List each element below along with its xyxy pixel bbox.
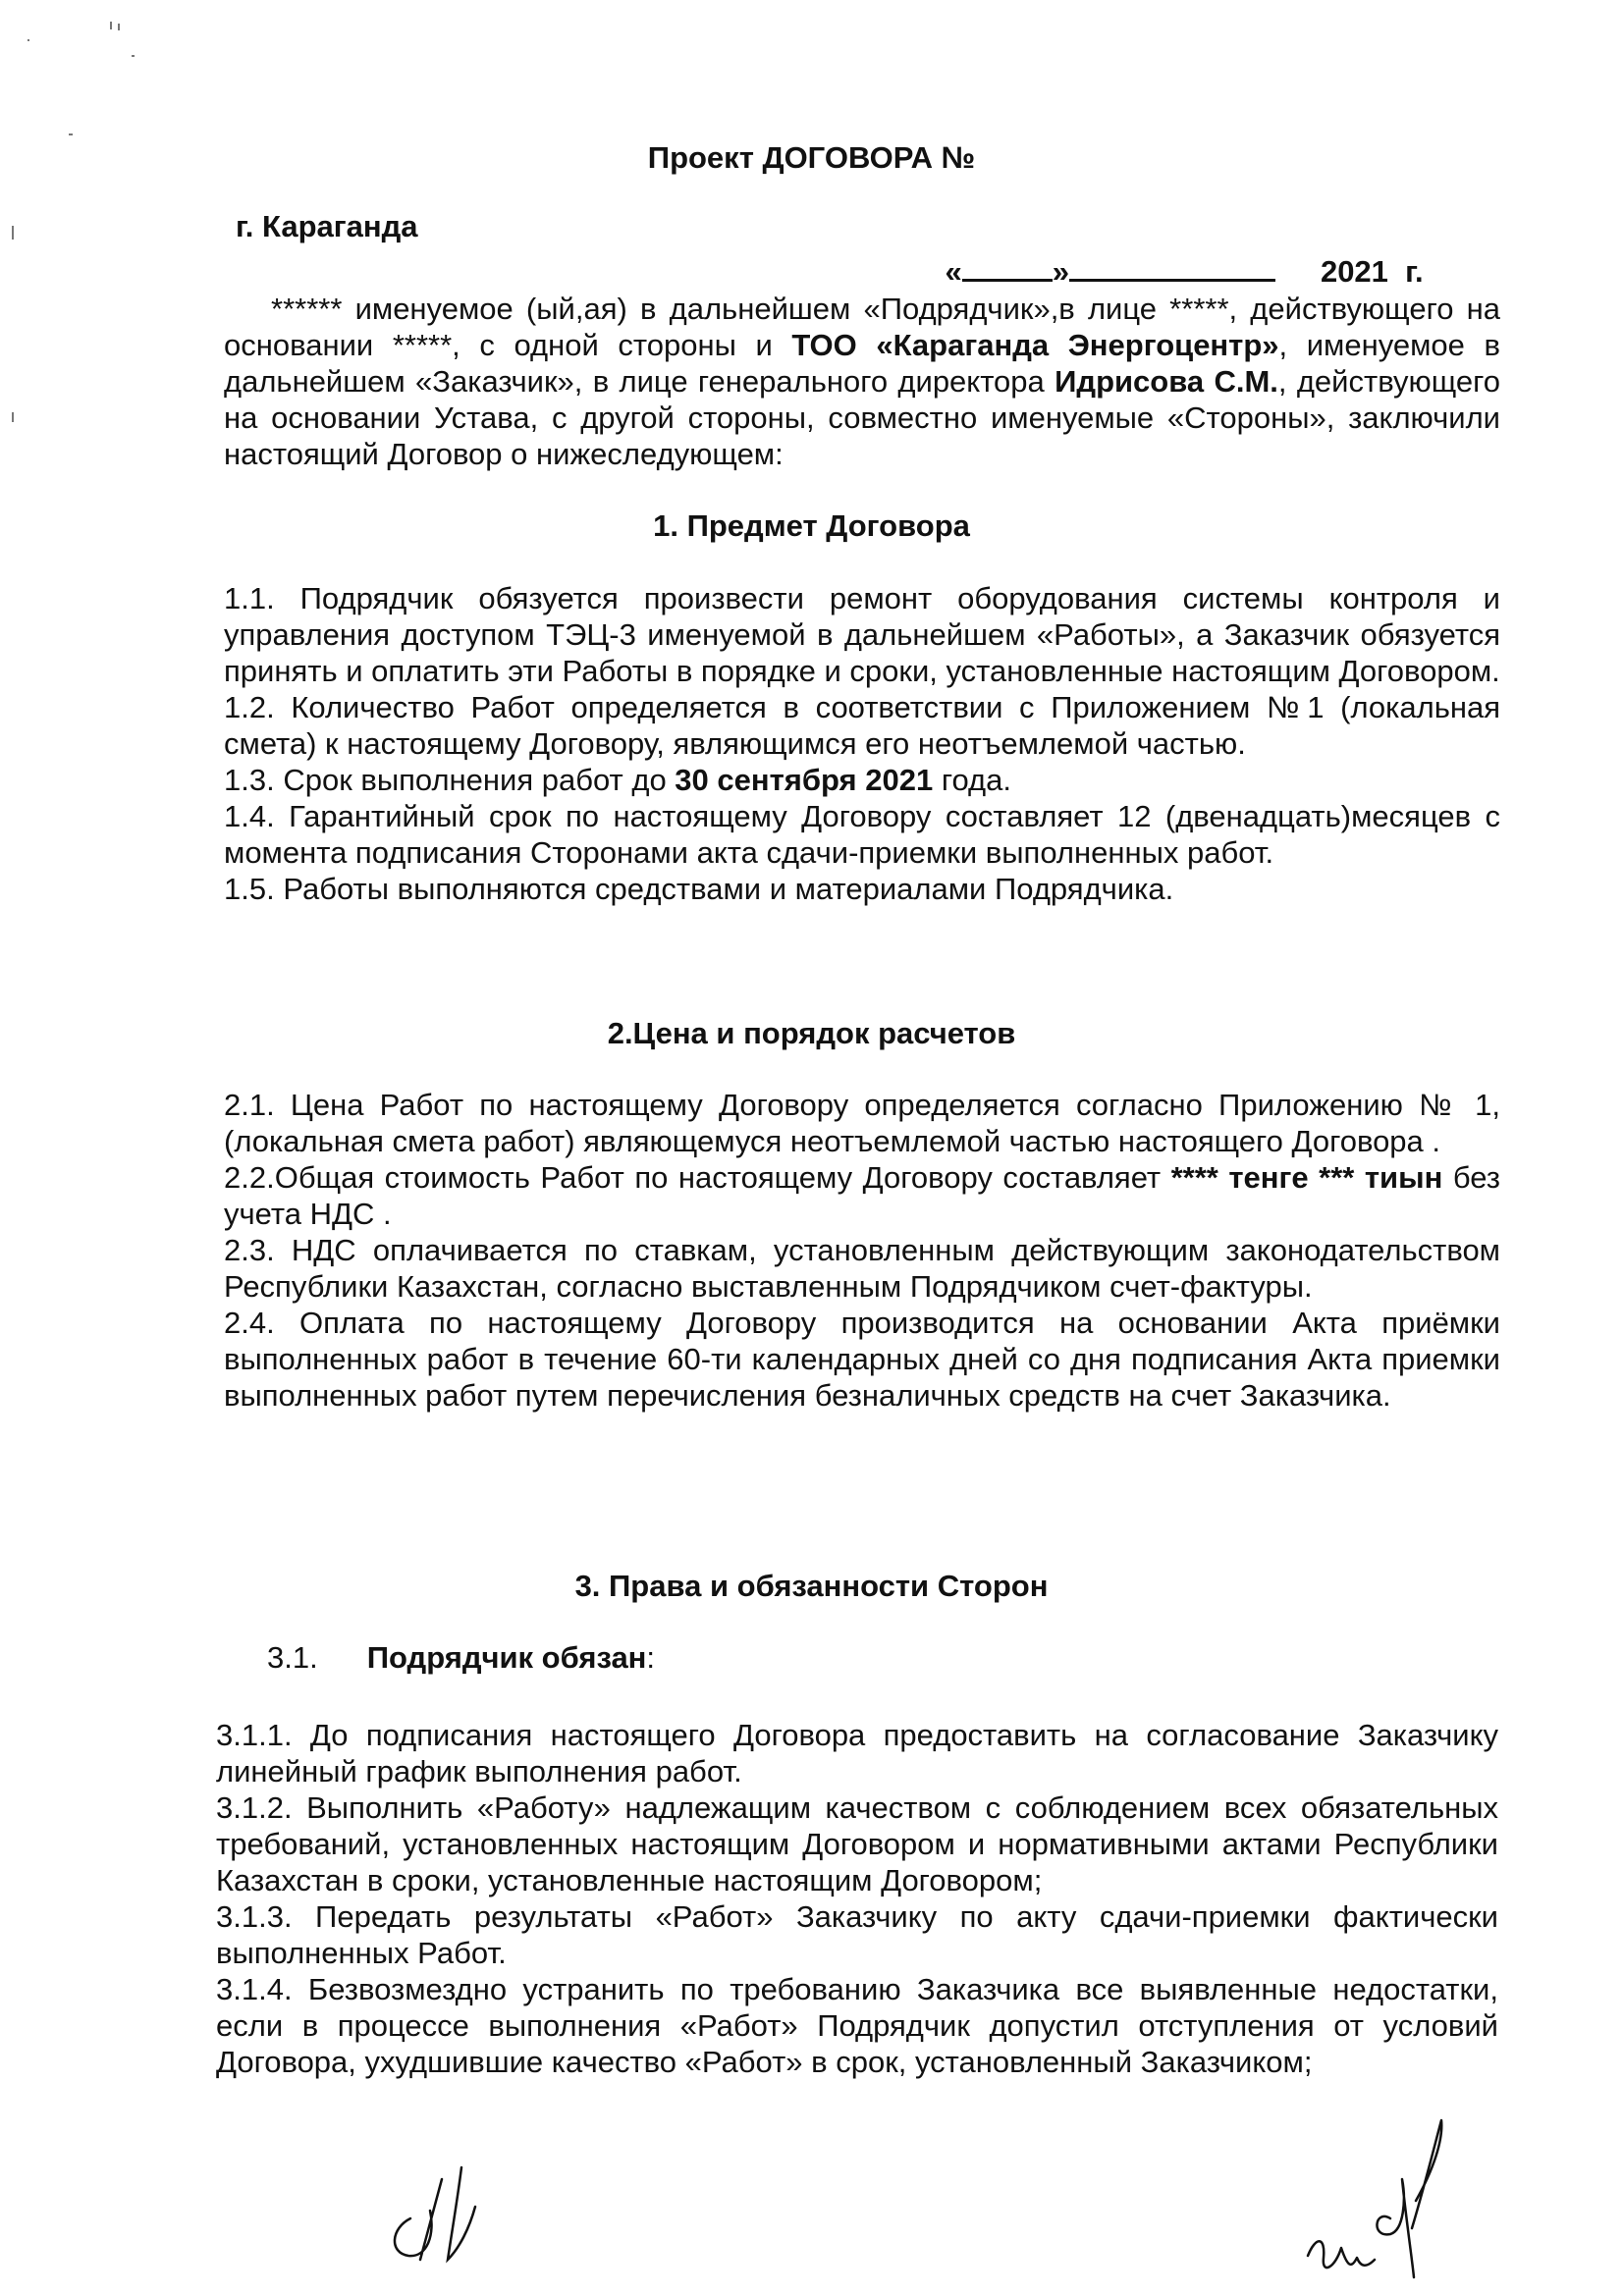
- clause-3-1: [267, 1640, 655, 1676]
- clause-3-1-4: 3.1.4. Безвозмездно устранить по требованию Заказчика все выявленные недостатки, если в процессе выполнения «Работ» Подрядчик допустил отступления от условий Договора, ухудшившие качество «Работ» в срок, установленный Заказчиком;: [216, 1972, 1498, 2079]
- section2-heading: 2.Цена и порядок расчетов: [607, 1016, 1016, 1050]
- date-year: 2021 г.: [1320, 254, 1424, 289]
- director-name: Идрисова С.М.: [1055, 364, 1278, 399]
- clause-2-3: 2.3. НДС оплачивается по ставкам, установленным действующим законодательством Республики Казахстан, согласно выставленным Подрядчиком счет-фактуры.: [224, 1233, 1500, 1304]
- preamble: [224, 291, 1500, 472]
- clause-1-2: 1.2. Количество Работ определяется в соответствии с Приложением №1 (локальная смета) к настоящему Договору, являющимся его неотъемлемой частью.: [224, 690, 1500, 761]
- clause-1-3-deadline: 30 сентября 2021: [675, 763, 934, 797]
- clause-1-3: [224, 762, 1500, 798]
- scan-speck: [69, 133, 73, 135]
- scan-speck: [118, 24, 120, 30]
- clause-3-1-colon: :: [646, 1640, 656, 1675]
- scan-speck: [132, 55, 135, 57]
- clause-2-2-tail: без учета НДС .: [224, 1160, 1500, 1231]
- scan-speck: [27, 39, 29, 41]
- clause-3-1-label: Подрядчик обязан: [366, 1640, 647, 1675]
- clause-2-2-text: 2.2.Общая стоимость Работ по настоящему Договору составляет: [224, 1160, 1171, 1195]
- clause-2-2-amount: **** тенге *** тиын: [1170, 1160, 1443, 1195]
- section2-body: [224, 1087, 1500, 1414]
- date-open-quote: «: [945, 254, 962, 289]
- clause-2-2: [224, 1159, 1500, 1232]
- section3-heading: 3. Права и обязанности Сторон: [574, 1569, 1049, 1603]
- clause-1-4: 1.4. Гарантийный срок по настоящему Договору составляет 12 (двенадцать)месяцев с момента подписания Сторонами акта сдачи-приемки выполненных работ.: [224, 799, 1500, 870]
- customer-company: ТОО «Караганда Энергоцентр»: [791, 328, 1279, 362]
- date-day-blank: [962, 253, 1053, 282]
- clause-1-1: 1.1. Подрядчик обязуется произвести ремонт оборудования системы контроля и управления доступом ТЭЦ-3 именуемой в дальнейшем «Работы», а Заказчик обязуется принять и оплатить эти Работы в порядке и сроки, установленные настоящим Договором.: [224, 581, 1500, 688]
- clause-2-4: 2.4. Оплата по настоящему Договору производится на основании Акта приёмки выполненных работ в течение 60-ти календарных дней со дня подписания Акта приемки выполненных работ путем перечисления безналичных средств на счет Заказчика.: [224, 1306, 1500, 1413]
- clause-2-1: 2.1. Цена Работ по настоящему Договору определяется согласно Приложению № 1, (локальная смета работ) являющемуся неотъемлемой частью настоящего Договора .: [224, 1088, 1500, 1158]
- clause-3-1-number: 3.1.: [267, 1640, 318, 1675]
- clause-3-1-2: 3.1.2. Выполнить «Работу» надлежащим качеством с соблюдением всех обязательных требований, установленных настоящим Договором и нормативными актами Республики Казахстан в сроки, установленные настоящим Договором;: [216, 1790, 1498, 1897]
- clause-1-5: 1.5. Работы выполняются средствами и материалами Подрядчика.: [224, 872, 1174, 906]
- clause-1-3-tail: года.: [933, 763, 1011, 797]
- document-city: г. Караганда: [236, 209, 418, 243]
- document-title: Проект ДОГОВОРА №: [647, 140, 976, 175]
- clause-3-1-3: 3.1.3. Передать результаты «Работ» Заказчику по акту сдачи-приемки фактически выполненных Работ.: [216, 1899, 1498, 1970]
- clause-1-3-text: 1.3. Срок выполнения работ до: [224, 763, 676, 797]
- preamble-text-3: , действующего на основании Устава, с другой стороны, совместно именуемые «Стороны», заключили настоящий Договор о нижеследующем:: [224, 364, 1500, 471]
- section1-body: [224, 580, 1500, 907]
- preamble-paragraph: [224, 291, 1500, 472]
- signature-right: [1296, 2110, 1463, 2287]
- preamble-text-2: , именуемое в дальнейшем «Заказчик», в лице генерального директора: [224, 328, 1500, 399]
- section1-heading: 1. Предмет Договора: [653, 508, 970, 543]
- section3-body: [216, 1717, 1498, 2080]
- scan-speck: [12, 412, 14, 422]
- scan-speck: [12, 226, 14, 240]
- date-month-blank: [1069, 253, 1275, 282]
- date-close-quote: »: [1052, 254, 1069, 289]
- scan-speck: [110, 22, 112, 29]
- clause-3-1-1: 3.1.1. До подписания настоящего Договора предоставить на согласование Заказчику линейный график выполнения работ.: [216, 1718, 1498, 1789]
- signature-left: [381, 2150, 489, 2268]
- preamble-text-1: ****** именуемое (ый,ая) в дальнейшем «Подрядчик»,в лице *****, действующего на основании *****, с одной стороны и: [224, 292, 1500, 362]
